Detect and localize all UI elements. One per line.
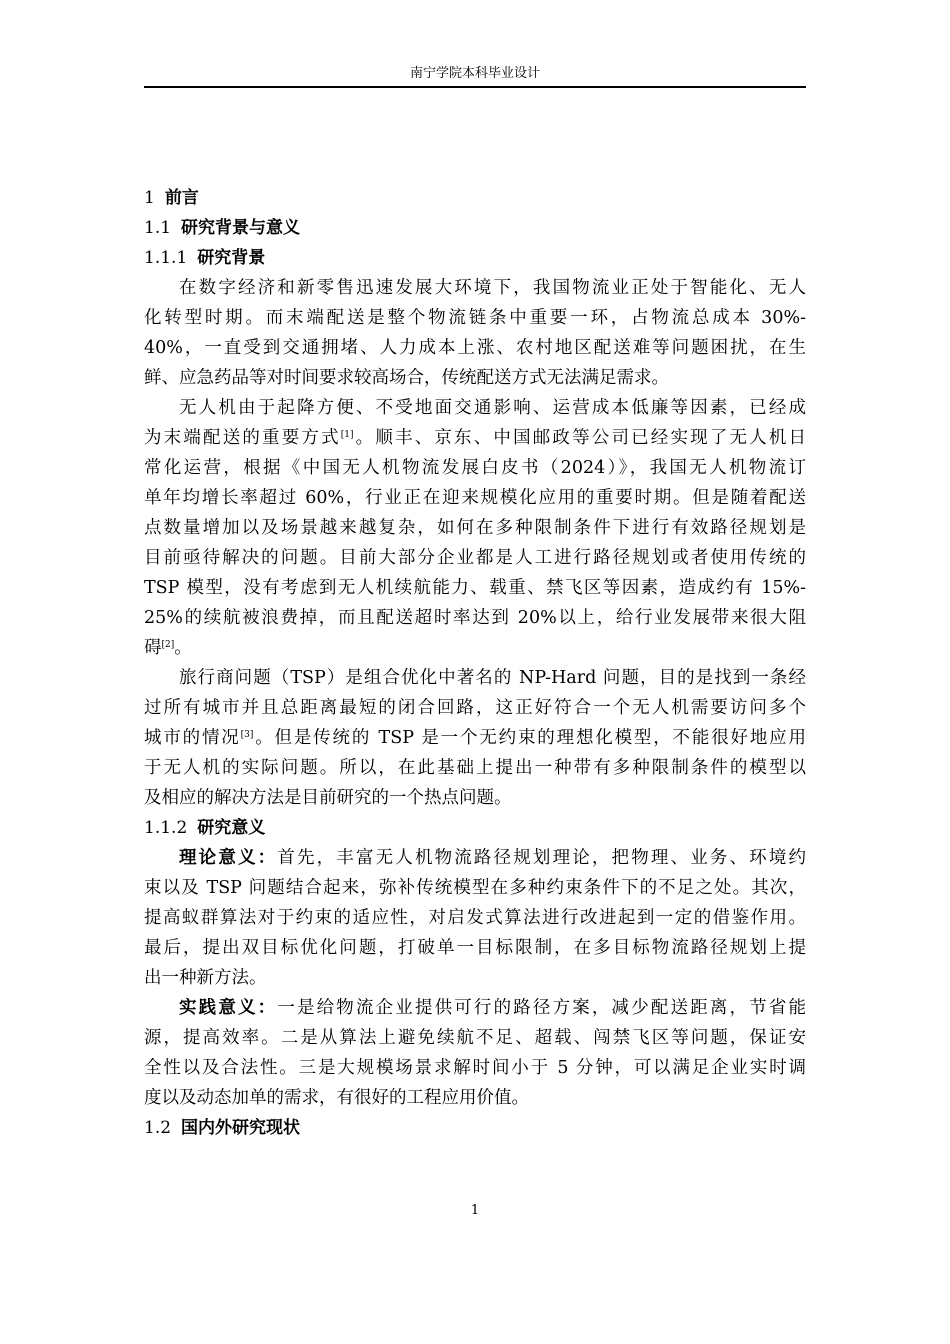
text-line: 点数量增加以及场景越来越复杂，如何在多种限制条件下进行有效路径规划是 <box>144 518 806 538</box>
text-run: 一是给物流企业提供可行的路径方案，减少配送距离，节省能 <box>277 998 807 1018</box>
text-run: 城市的情况 <box>144 728 241 748</box>
text-run: 为末端配送的重要方式 <box>144 428 341 448</box>
text-line: 过所有城市并且总距离最短的闭合回路，这正好符合一个无人机需要访问多个 <box>144 698 806 718</box>
text-line: 单年均增长率超过 60%，行业正在迎来规模化应用的重要时期。但是随着配送 <box>144 488 806 508</box>
citation-ref[interactable]: [2] <box>161 640 175 650</box>
citation-ref[interactable]: [1] <box>340 430 354 440</box>
text-line: 在数字经济和新零售迅速发展大环境下，我国物流业正处于智能化、无人 <box>179 278 806 298</box>
heading-1-2 <box>144 1113 806 1143</box>
text-line: 25%的续航被浪费掉，而且配送超时率达到 20%以上，给行业发展带来很大阻 <box>144 608 806 628</box>
page-number: 1 <box>470 1203 480 1218</box>
heading-1-1-1 <box>144 243 806 273</box>
heading-title: 研究背景 <box>197 248 266 268</box>
text-run: 。顺丰、京东、中国邮政等公司已经实现了无人机日 <box>353 428 807 448</box>
text-line <box>144 423 806 453</box>
text-line <box>144 723 806 753</box>
text-line: 常化运营，根据《中国无人机物流发展白皮书（2024）》，我国无人机物流订 <box>144 458 806 478</box>
heading-title: 前言 <box>164 188 199 208</box>
text-line <box>144 843 806 873</box>
heading-title: 研究意义 <box>197 818 266 838</box>
paragraph-label: 实践意义： <box>179 998 278 1018</box>
paragraph-theoretical-significance <box>144 843 806 993</box>
text-line: 旅行商问题（TSP）是组合优化中著名的 NP-Hard 问题，目的是找到一条经 <box>179 668 806 688</box>
text-line: 度以及动态加单的需求，有很好的工程应用价值。 <box>144 1088 529 1108</box>
text-line: 提高蚁群算法对于约束的适应性，对启发式算法进行改进起到一定的借鉴作用。 <box>144 908 806 928</box>
citation-ref[interactable]: [3] <box>240 730 254 740</box>
paragraph-label: 理论意义： <box>179 848 278 868</box>
text-line <box>144 633 806 663</box>
text-line: 于无人机的实际问题。所以，在此基础上提出一种带有多种限制条件的模型以 <box>144 758 806 778</box>
text-line: 及相应的解决方法是目前研究的一个热点问题。 <box>144 788 512 808</box>
header-divider <box>144 86 806 88</box>
text-line: 束以及 TSP 问题结合起来，弥补传统模型在多种约束条件下的不足之处。其次， <box>144 878 806 898</box>
paragraph-tsp <box>144 663 806 813</box>
paragraph-practical-significance <box>144 993 806 1113</box>
text-run: 碍 <box>144 638 162 658</box>
text-line: 鲜、应急药品等对时间要求较高场合，传统配送方式无法满足需求。 <box>144 368 669 388</box>
heading-1-1-2 <box>144 813 806 843</box>
text-run: 。 <box>174 638 192 658</box>
text-line: 化转型时期。而末端配送是整个物流链条中重要一环，占物流总成本 30%- <box>144 308 806 328</box>
heading-title: 国内外研究现状 <box>181 1118 301 1138</box>
heading-1 <box>144 183 806 213</box>
heading-1-1 <box>144 213 806 243</box>
text-line: 无人机由于起降方便、不受地面交通影响、运营成本低廉等因素，已经成 <box>179 398 806 418</box>
heading-title: 研究背景与意义 <box>181 218 301 238</box>
heading-number: 1 <box>144 188 155 208</box>
text-line: 出一种新方法。 <box>144 968 267 988</box>
text-line: 最后，提出双目标优化问题，打破单一目标限制，在多目标物流路径规划上提 <box>144 938 806 958</box>
text-run: 首先，丰富无人机物流路径规划理论，把物理、业务、环境约 <box>277 848 807 868</box>
heading-number: 1.2 <box>144 1118 172 1138</box>
text-line: 源，提高效率。二是从算法上避免续航不足、超载、闯禁飞区等问题，保证安 <box>144 1028 806 1048</box>
paragraph-uav-delivery <box>144 393 806 663</box>
page-header-title: 南宁学院本科毕业设计 <box>409 66 540 81</box>
text-line: 40%，一直受到交通拥堵、人力成本上涨、农村地区配送难等问题困扰，在生 <box>144 338 806 358</box>
document-body <box>144 183 806 1143</box>
heading-number: 1.1.2 <box>144 818 188 838</box>
heading-number: 1.1 <box>144 218 172 238</box>
text-line: 目前亟待解决的问题。目前大部分企业都是人工进行路径规划或者使用传统的 <box>144 548 806 568</box>
text-line: TSP 模型，没有考虑到无人机续航能力、载重、禁飞区等因素，造成约有 15%- <box>144 578 806 598</box>
heading-number: 1.1.1 <box>144 248 188 268</box>
text-line <box>144 993 806 1023</box>
paragraph-background <box>144 273 806 393</box>
text-line: 全性以及合法性。三是大规模场景求解时间小于 5 分钟，可以满足企业实时调 <box>144 1058 806 1078</box>
text-run: 。但是传统的 TSP 是一个无约束的理想化模型，不能很好地应用 <box>253 728 807 748</box>
